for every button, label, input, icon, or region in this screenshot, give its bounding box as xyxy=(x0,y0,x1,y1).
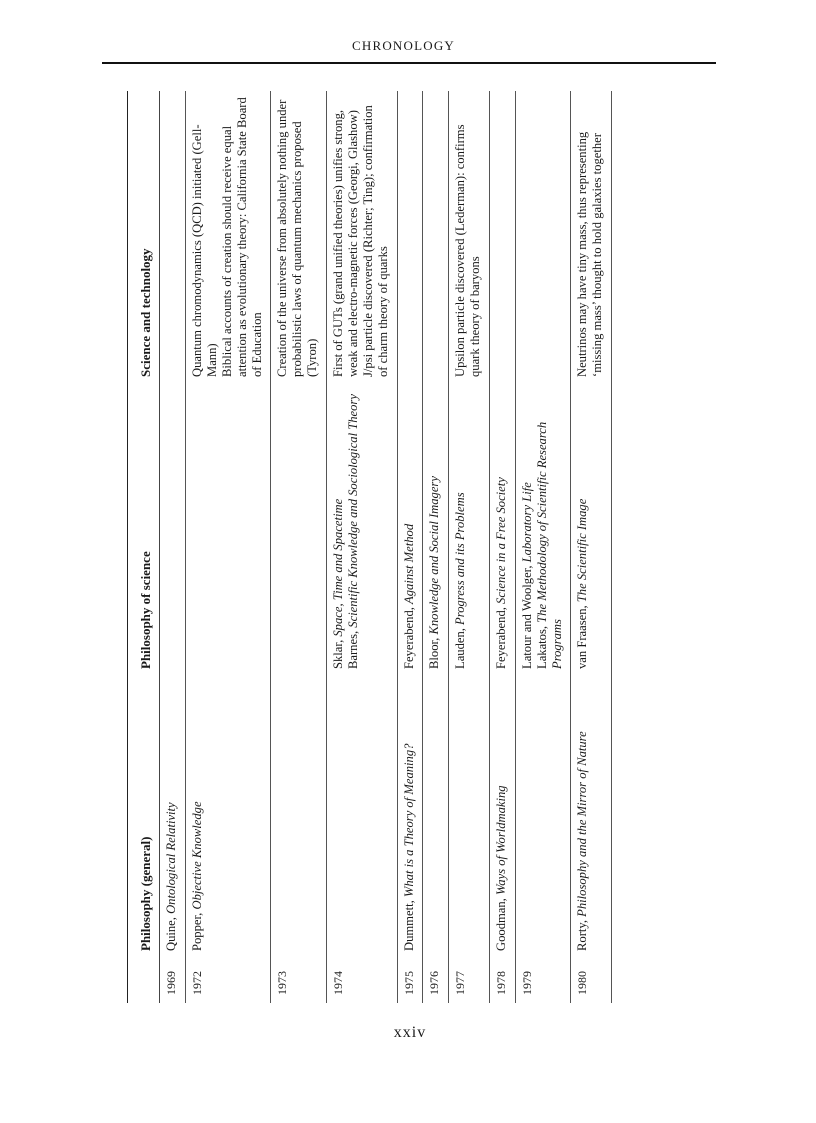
cell-philosophy-of-science xyxy=(489,383,515,675)
entry-text: van Fraasen, The Scientific Image xyxy=(575,498,590,669)
cell-philosophy-general xyxy=(271,675,327,957)
entry-text: Feyerabend, Against Method xyxy=(401,523,416,669)
italic-title: Philosophy and the Mirror of Nature xyxy=(575,731,590,917)
entry-text: Quine, Ontological Relativity xyxy=(164,802,179,951)
chronology-table xyxy=(127,91,612,1003)
table-header-row xyxy=(128,91,160,1003)
running-head-title: CHRONOLOGY xyxy=(352,38,455,53)
italic-title: Against Method xyxy=(401,523,416,604)
cell-year: 1977 xyxy=(449,957,490,1003)
table-row xyxy=(571,91,612,1003)
entry-text: J/psi particle discovered (Richter; Ting); confirmation of charm theory of quarks xyxy=(360,105,390,377)
cell-philosophy-general xyxy=(449,675,490,957)
italic-title: What is a Theory of Meaning? xyxy=(401,743,416,898)
cell-year: 1973 xyxy=(271,957,327,1003)
cell-science-and-technology xyxy=(489,91,515,383)
column-header-philosophy-of-science: Philosophy of science xyxy=(128,383,160,675)
table-row xyxy=(327,91,397,1003)
table-row xyxy=(489,91,515,1003)
cell-philosophy-general xyxy=(160,675,186,957)
table-row xyxy=(186,91,271,1003)
entry-text: Rorty, Philosophy and the Mirror of Nature xyxy=(575,731,590,951)
entry-text: Popper, Objective Knowledge xyxy=(190,801,205,951)
column-header-philosophy-general: Philosophy (general) xyxy=(128,675,160,957)
italic-title: Ways of Worldmaking xyxy=(493,785,508,896)
entry-text: Quantum chromodynamics (QCD) initiated (Gell-Mann) xyxy=(190,124,220,377)
entry-text: Upsilon particle discovered (Lederman): confirms quark theory of baryons xyxy=(453,124,483,377)
entry-text: Feyerabend, Science in a Free Society xyxy=(493,477,508,669)
cell-science-and-technology xyxy=(271,91,327,383)
cell-science-and-technology xyxy=(449,91,490,383)
table-row xyxy=(423,91,449,1003)
entry-text: Sklar, Space, Time and Spacetime xyxy=(331,498,346,669)
cell-year: 1969 xyxy=(160,957,186,1003)
cell-science-and-technology xyxy=(397,91,423,383)
entry-text: First of GUTs (grand unified theories) unifies strong, weak and electro-magnetic forces (Georgi, Glashow) xyxy=(331,109,360,377)
entry-text: Bloor, Knowledge and Social Imagery xyxy=(427,476,442,669)
header-rule xyxy=(102,62,716,64)
italic-title: Scientific Knowledge and Sociological Theory xyxy=(345,394,360,628)
entry-text: Barnes, Scientific Knowledge and Sociological Theory xyxy=(345,394,360,669)
entry-text: Goodman, Ways of Worldmaking xyxy=(493,785,508,951)
table-row xyxy=(449,91,490,1003)
italic-title: Knowledge and Social Imagery xyxy=(427,476,442,635)
cell-year: 1975 xyxy=(397,957,423,1003)
table-row xyxy=(160,91,186,1003)
cell-year: 1980 xyxy=(571,957,612,1003)
page-number: xxiv xyxy=(393,1024,427,1041)
entry-text: Biblical accounts of creation should receive equal attention as evolutionary theory: California State Board of Education xyxy=(219,97,264,377)
italic-title: The Scientific Image xyxy=(575,498,590,603)
cell-philosophy-of-science xyxy=(271,383,327,675)
column-header-science-and-technology: Science and technology xyxy=(128,91,160,383)
cell-philosophy-general xyxy=(423,675,449,957)
cell-science-and-technology xyxy=(186,91,271,383)
cell-philosophy-of-science xyxy=(397,383,423,675)
table-row xyxy=(515,91,571,1003)
cell-year: 1976 xyxy=(423,957,449,1003)
cell-science-and-technology xyxy=(327,91,397,383)
cell-science-and-technology xyxy=(515,91,571,383)
table-row xyxy=(397,91,423,1003)
entry-text: Lauden, Progress and its Problems xyxy=(453,492,468,669)
cell-philosophy-general xyxy=(397,675,423,957)
entry-text: Creation of the universe from absolutely nothing under probabilistic laws of quantum mechanics proposed (Tyron) xyxy=(275,99,320,377)
cell-philosophy-general xyxy=(489,675,515,957)
cell-philosophy-general xyxy=(571,675,612,957)
entry-text: Latour and Woolger, Laboratory Life xyxy=(519,482,534,669)
italic-title: Laboratory Life xyxy=(519,482,534,563)
cell-philosophy-of-science xyxy=(449,383,490,675)
italic-title: Space, Time and Spacetime xyxy=(331,498,346,637)
cell-science-and-technology xyxy=(160,91,186,383)
cell-philosophy-general xyxy=(327,675,397,957)
italic-title: Ontological Relativity xyxy=(164,802,179,914)
table-row xyxy=(271,91,327,1003)
cell-philosophy-general xyxy=(186,675,271,957)
cell-philosophy-general xyxy=(515,675,571,957)
italic-title: Science in a Free Society xyxy=(493,477,508,604)
chronology-table-rotated xyxy=(127,91,687,1003)
cell-science-and-technology xyxy=(571,91,612,383)
entry-text: Lakatos, The Methodology of Scientific Research Programs xyxy=(534,421,564,669)
entry-text: Neutrinos may have tiny mass, thus representing ‘missing mass’ thought to hold galaxies together xyxy=(575,131,605,377)
table-body xyxy=(160,91,612,1003)
cell-philosophy-of-science xyxy=(327,383,397,675)
cell-philosophy-of-science xyxy=(423,383,449,675)
cell-philosophy-of-science xyxy=(571,383,612,675)
cell-year: 1978 xyxy=(489,957,515,1003)
column-header-year xyxy=(128,957,160,1003)
entry-text: Dummett, What is a Theory of Meaning? xyxy=(401,743,416,951)
italic-title: Objective Knowledge xyxy=(190,801,205,910)
cell-philosophy-of-science xyxy=(515,383,571,675)
cell-science-and-technology xyxy=(423,91,449,383)
cell-philosophy-of-science xyxy=(160,383,186,675)
cell-philosophy-of-science xyxy=(186,383,271,675)
cell-year: 1979 xyxy=(515,957,571,1003)
italic-title: Progress and its Problems xyxy=(453,492,468,625)
italic-title: The Methodology of Scientific Research Programs xyxy=(534,421,564,669)
cell-year: 1974 xyxy=(327,957,397,1003)
cell-year: 1972 xyxy=(186,957,271,1003)
